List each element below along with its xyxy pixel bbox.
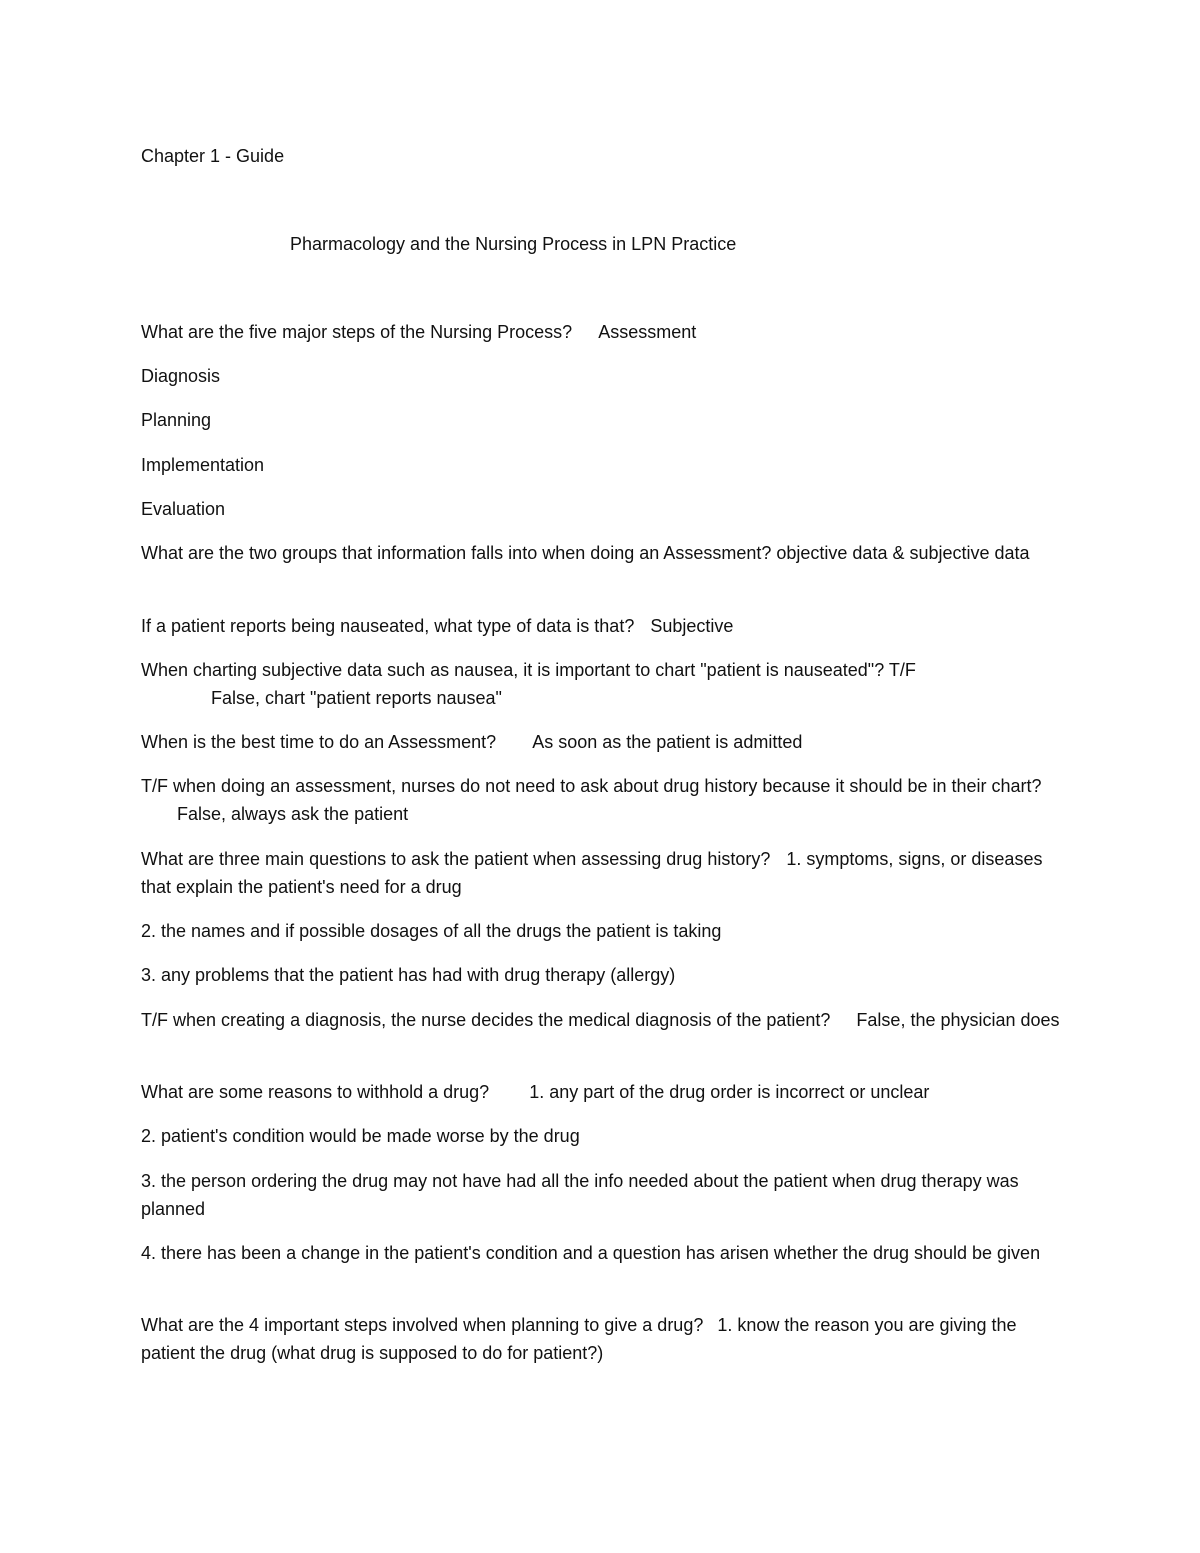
question-8 (141, 1006, 1061, 1034)
question-10-text: What are the 4 important steps involved when planning to give a drug? (141, 1315, 704, 1335)
answer-7-2: 2. the names and if possible dosages of all the drugs the patient is taking (141, 921, 722, 941)
question-7 (141, 845, 1061, 901)
question-5-text: When is the best time to do an Assessment? (141, 732, 497, 752)
question-1 (141, 318, 1061, 346)
answer-1: Assessment (598, 322, 697, 342)
step-evaluation: Evaluation (141, 499, 226, 519)
question-9 (141, 1078, 1061, 1106)
question-2-text: What are the two groups that information falls into when doing an Assessment? (141, 543, 772, 563)
question-1-text: What are the five major steps of the Nursing Process? (141, 322, 573, 342)
document-title: Pharmacology and the Nursing Process in LPN Practice (290, 234, 737, 254)
step-planning: Planning (141, 410, 212, 430)
answer-3: Subjective (650, 616, 734, 636)
chapter-heading: Chapter 1 - Guide (141, 146, 285, 166)
answer-8: False, the physician does (856, 1010, 1060, 1030)
step-diagnosis: Diagnosis (141, 366, 221, 386)
question-6-text: T/F when doing an assessment, nurses do not need to ask about drug history because it should be in their chart? (141, 776, 1042, 796)
answer-10-1: 1. know the reason you are giving the patient the drug (what drug is supposed to do for patient?) (141, 1315, 1022, 1363)
answer-9-2: 2. patient's condition would be made worse by the drug (141, 1126, 580, 1146)
question-5 (141, 728, 1061, 756)
answer-9-1: 1. any part of the drug order is incorrect or unclear (529, 1082, 930, 1102)
answer-6: False, always ask the patient (177, 804, 409, 824)
answer-2: objective data & subjective data (776, 543, 1030, 563)
question-6 (141, 772, 1061, 828)
answer-4: False, chart "patient reports nausea" (211, 688, 502, 708)
step-implementation: Implementation (141, 455, 265, 475)
answer-7-1: 1. symptoms, signs, or diseases that explain the patient's need for a drug (141, 849, 1048, 897)
answer-9-4: 4. there has been a change in the patient's condition and a question has arisen whether the drug should be given (141, 1243, 1041, 1263)
question-3 (141, 612, 1061, 640)
question-3-text: If a patient reports being nauseated, what type of data is that? (141, 616, 635, 636)
question-10 (141, 1311, 1061, 1367)
answer-9-3: 3. the person ordering the drug may not have had all the info needed about the patient when drug therapy was planned (141, 1171, 1024, 1219)
question-2 (141, 539, 1061, 567)
question-9-text: What are some reasons to withhold a drug? (141, 1082, 490, 1102)
answer-5: As soon as the patient is admitted (532, 732, 803, 752)
question-8-text: T/F when creating a diagnosis, the nurse decides the medical diagnosis of the patient? (141, 1010, 831, 1030)
answer-7-3: 3. any problems that the patient has had with drug therapy (allergy) (141, 965, 676, 985)
question-4 (141, 656, 1061, 712)
question-7-text: What are three main questions to ask the patient when assessing drug history? (141, 849, 771, 869)
question-4-text: When charting subjective data such as nausea, it is important to chart "patient is nauseated"? T/F (141, 660, 916, 680)
